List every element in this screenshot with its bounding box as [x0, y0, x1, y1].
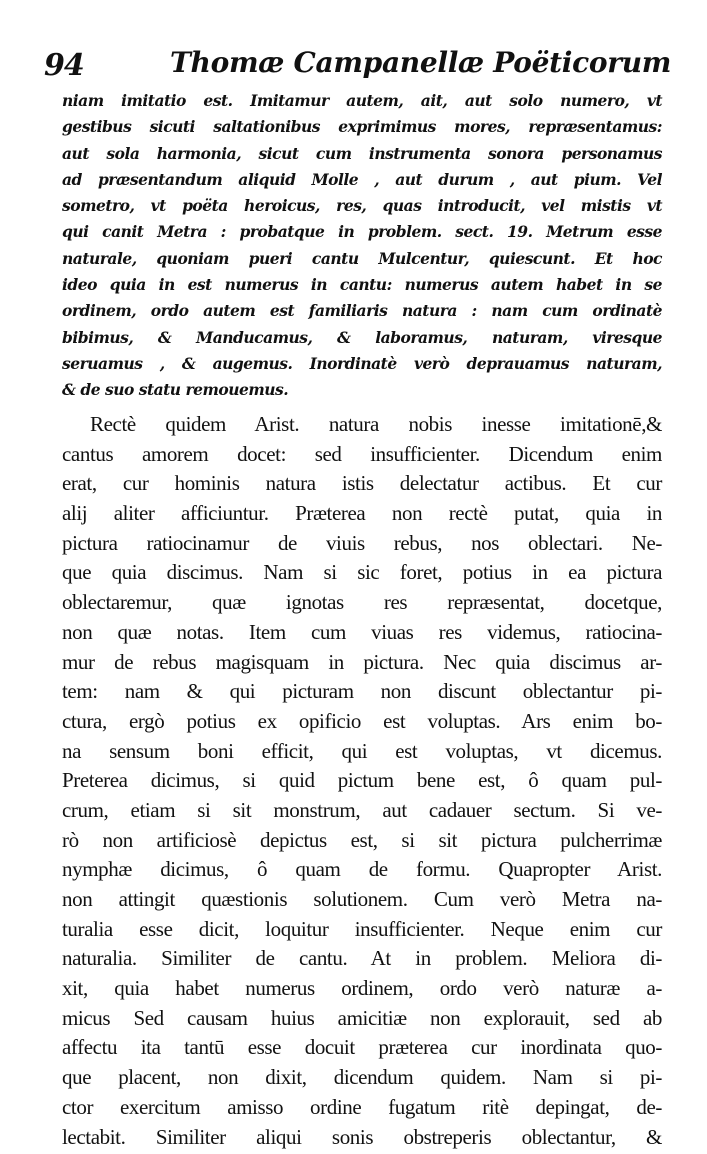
body-line: micus Sed causam huius amicitiæ non explorauit, sed ab [62, 1005, 662, 1030]
body-line: mur de rebus magisquam in pictura. Nec quia discimus ar- [62, 649, 662, 674]
running-title: Thomæ Campanellæ Poëticorum [170, 46, 672, 79]
body-line: naturalia. Similiter de cantu. At in problem. Meliora di- [62, 946, 662, 971]
body-line: erat, cur hominis natura istis delectatur actibus. Et cur [62, 471, 662, 496]
body-line: affectu ita tantū esse docuit præterea cur inordinata quo- [62, 1035, 662, 1060]
quote-line: gestibus sicuti saltationibus exprimimus mores, repræsentamus: [62, 117, 662, 137]
body-line: ctor exercitum amisso ordine fugatum ritè depingat, de- [62, 1094, 662, 1119]
body-line: alij aliter afficiuntur. Præterea non rectè putat, quia in [62, 501, 662, 526]
quote-line: sometro, vt poëta heroicus, res, quas introducit, vel mistis vt [62, 196, 662, 216]
body-line: na sensum boni efficit, qui est voluptas, vt dicemus. [62, 738, 662, 763]
body-line: nymphæ dicimus, ô quam de formu. Quapropter Arist. [62, 857, 662, 882]
italic-quotation-block [62, 88, 662, 404]
body-line: Preterea dicimus, si quid pictum bene est, ô quam pul- [62, 768, 662, 793]
quote-line: qui canit Metra : probatque in problem. sect. 19. Metrum esse [62, 222, 662, 242]
body-line: turalia esse dicit, loquitur insufficienter. Neque enim cur [62, 916, 662, 941]
body-line: Rectè quidem Arist. natura nobis inesse imitationē,& [90, 412, 662, 436]
body-line: non quæ notas. Item cum viuas res videmus, ratiocina- [62, 619, 662, 644]
page-header [44, 40, 672, 90]
body-line: oblectaremur, quæ ignotas res repræsentat, docetque, [62, 590, 662, 615]
body-line: xit, quia habet numerus ordinem, ordo verò naturæ a- [62, 976, 662, 1001]
body-line: tem: nam & qui picturam non discunt oblectantur pi- [62, 679, 662, 704]
body-line: cantus amorem docet: sed insufficienter. Dicendum enim [62, 441, 662, 466]
quote-line: & de suo statu remouemus. [62, 380, 289, 400]
page-number: 94 [44, 48, 84, 83]
quote-line: ad præsentandum aliquid Molle , aut durum , aut pium. Vel [62, 169, 662, 189]
quote-line: niam imitatio est. Imitamur autem, ait, aut solo numero, vt [62, 91, 662, 110]
body-line: non attingit quæstionis solutionem. Cum verò Metra na- [62, 887, 662, 911]
quote-line: ordinem, ordo autem est familiaris natura : nam cum ordinatè [62, 301, 662, 321]
quote-line: naturale, quoniam pueri cantu Mulcentur, quiescunt. Et hoc [62, 248, 662, 268]
body-line: rò non artificiosè depictus est, si sit pictura pulcherrimæ [62, 827, 662, 852]
quote-line: ideo quia in est numerus in cantu: numerus autem habet in se [62, 275, 662, 295]
quote-line: seruamus , & augemus. Inordinatè verò deprauamus naturam, [62, 353, 662, 373]
body-line: pictura ratiocinamur de viuis rebus, nos oblectari. Ne- [62, 530, 662, 555]
body-line: ctura, ergò potius ex opificio est voluptas. Ars enim bo- [62, 708, 662, 733]
body-line: que quia discimus. Nam si sic foret, potius in ea pictura [62, 560, 662, 585]
quote-line: bibimus, & Manducamus, & laboramus, naturam, viresque [62, 327, 662, 347]
body-line: que placent, non dixit, dicendum quidem. Nam si pi- [62, 1065, 662, 1090]
body-text-block [62, 410, 662, 1152]
body-line: lectabit. Similiter aliqui sonis obstreperis oblectantur, & [62, 1124, 662, 1149]
quote-line: aut sola harmonia, sicut cum instrumenta sonora personamus [62, 143, 662, 163]
body-line: crum, etiam si sit monstrum, aut cadauer sectum. Si ve- [62, 797, 662, 822]
